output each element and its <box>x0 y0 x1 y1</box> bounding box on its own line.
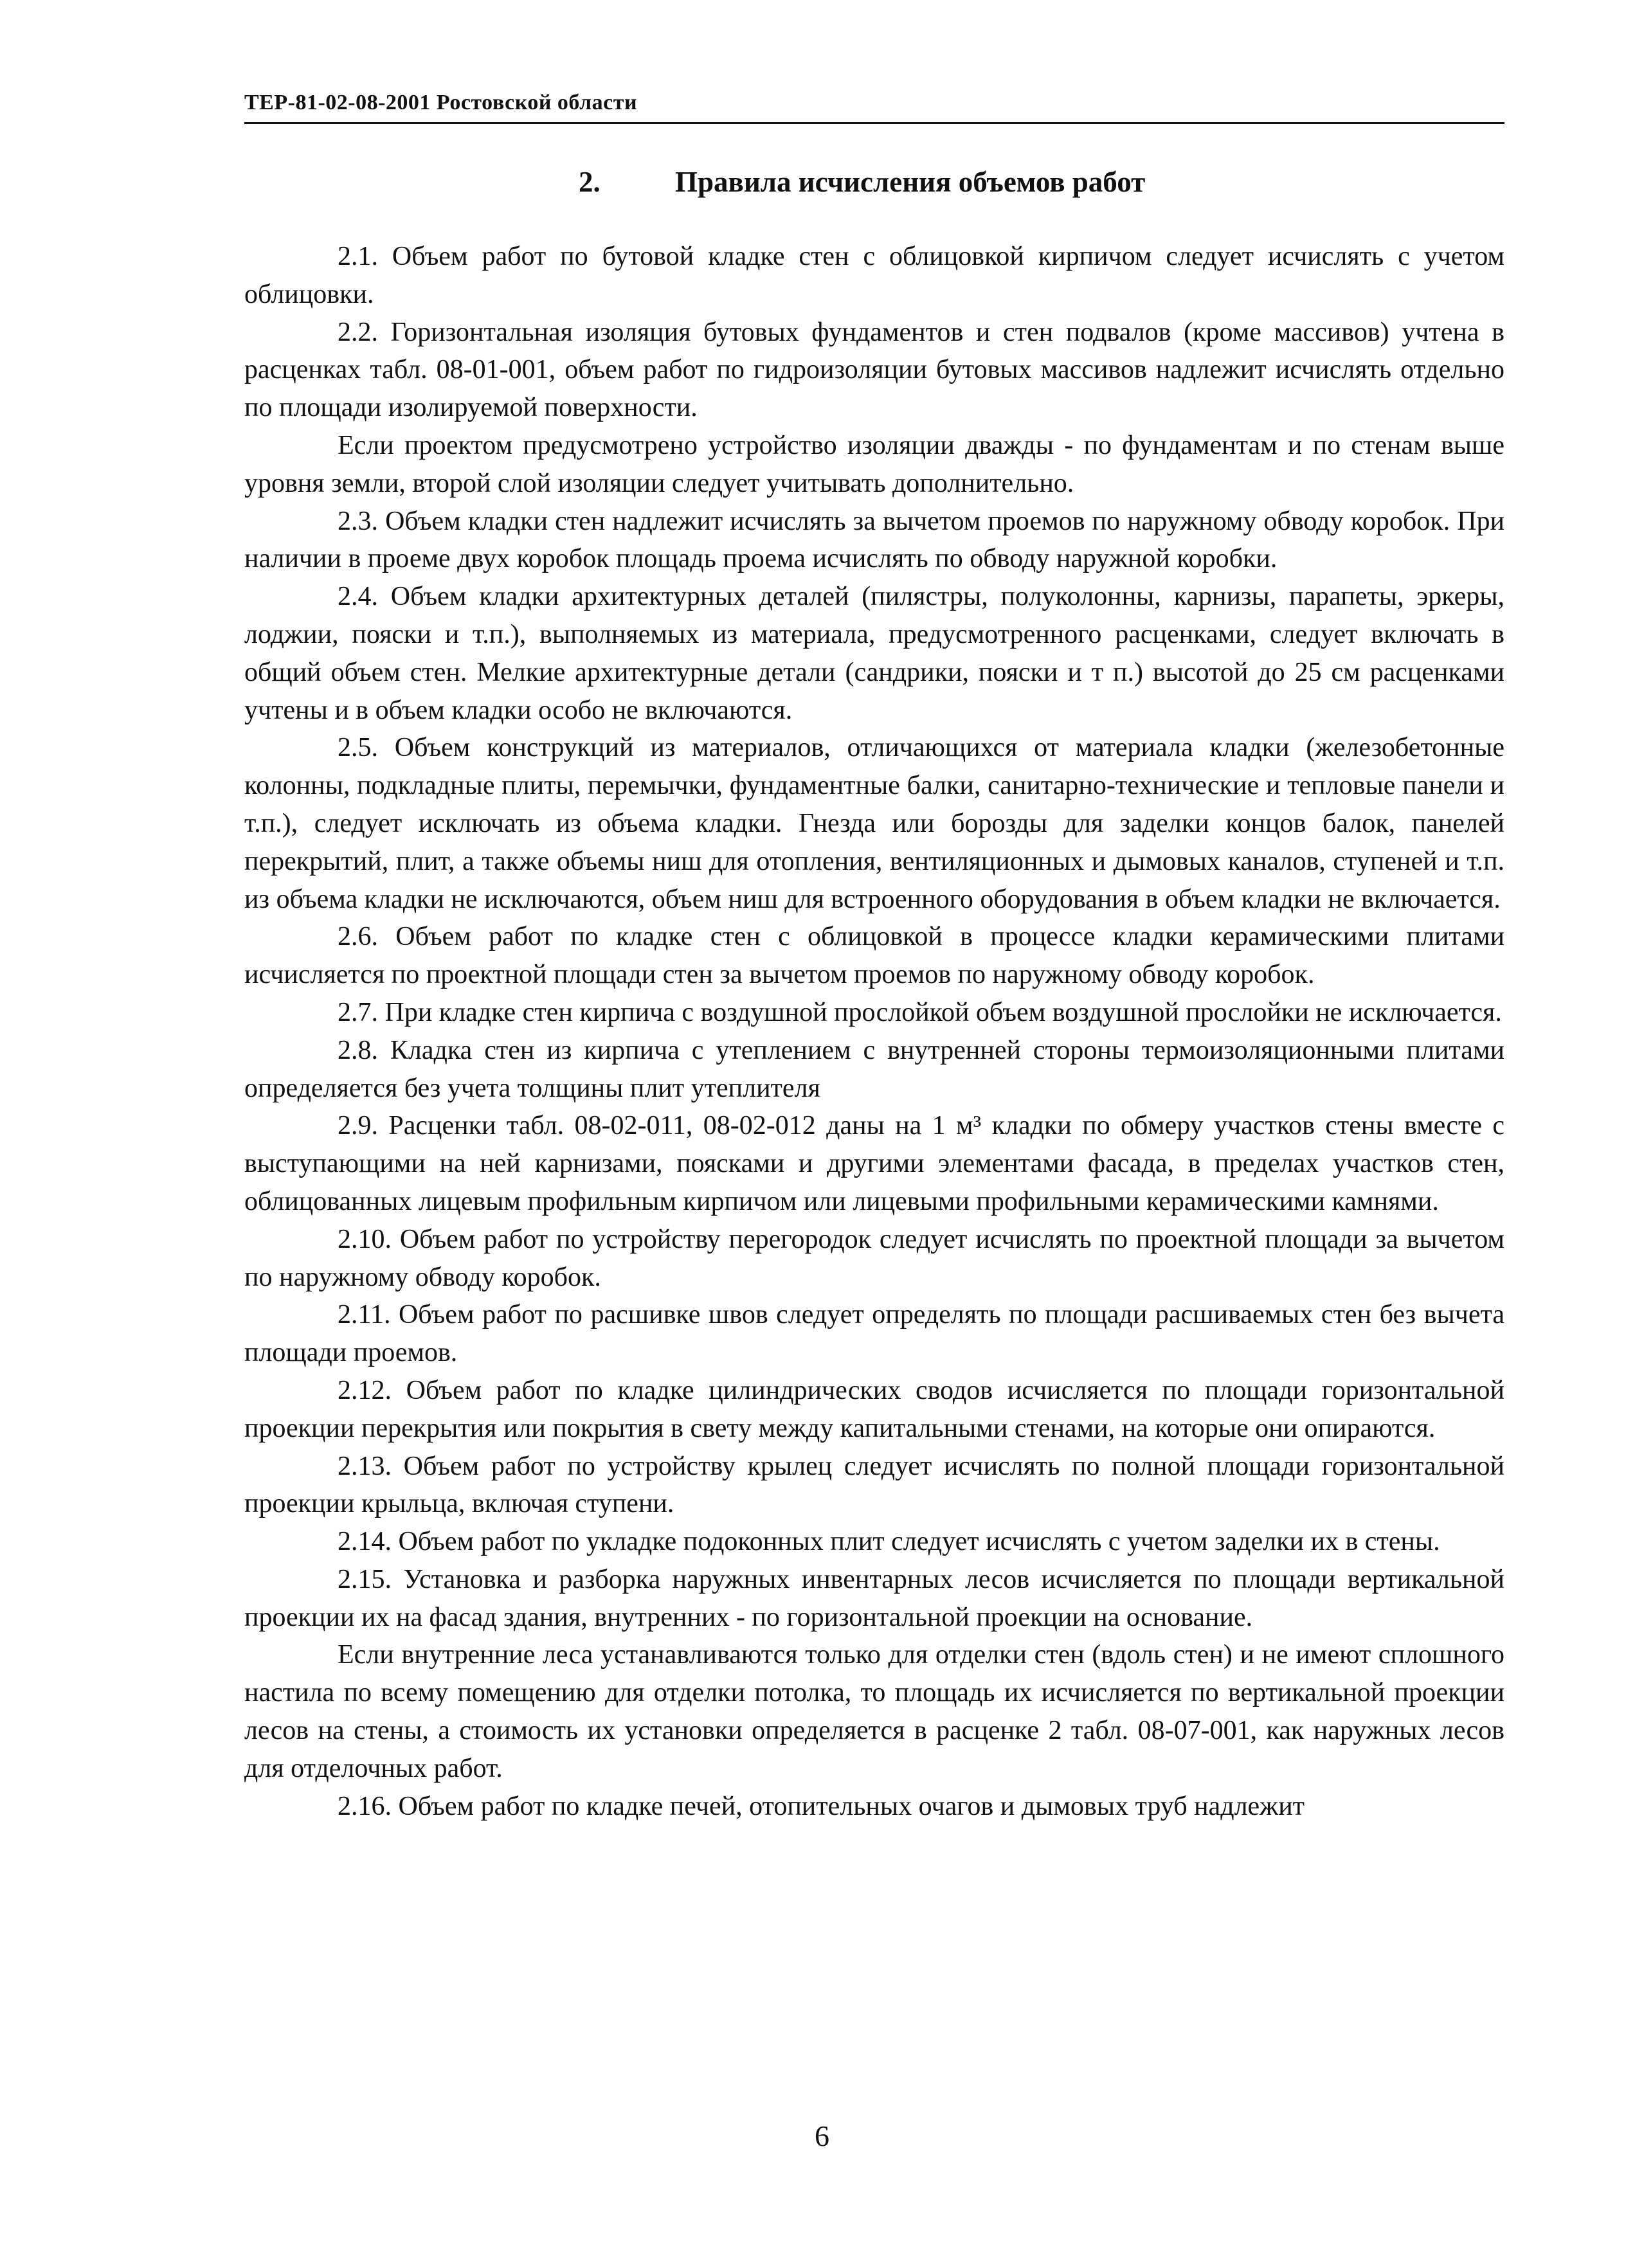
paragraph: 2.5. Объем конструкций из материалов, отличающихся от материала кладки (железобетонные колонны, подкладные плиты, перемычки, фундаментные балки, санитарно-технические и тепловые панели и т.п.), следует исключать из объема кладки. Гнезда или борозды для заделки концов балок, панелей перекрытий, плит, а также объемы ниш для отопления, вентиляционных и дымовых каналов, ступеней и т.п. из объема кладки не исключаются, объем ниш для встроенного оборудования в объем кладки не включается. <box>244 733 1504 914</box>
body-text <box>244 238 1504 1825</box>
paragraph: 2.3. Объем кладки стен надлежит исчислять за вычетом проемов по наружному обводу коробок. При наличии в проеме двух коробок площадь проема исчислять по обводу наружной коробки. <box>244 506 1504 574</box>
paragraph: 2.7. При кладке стен кирпича с воздушной прослойкой объем воздушной прослойки не исключается. <box>338 997 1502 1027</box>
paragraph: 2.10. Объем работ по устройству перегородок следует исчислять по проектной площади за вычетом по наружному обводу коробок. <box>244 1224 1504 1292</box>
running-header <box>244 90 1504 124</box>
paragraph: 2.9. Расценки табл. 08-02-011, 08-02-012 даны на 1 м³ кладки по обмеру участков стены вместе с выступающими на ней карнизами, поясками и другими элементами фасада, в пределах участков стен, облицованных лицевым профильным кирпичом или лицевыми профильными керамическими камнями. <box>244 1111 1504 1216</box>
paragraph: 2.1. Объем работ по бутовой кладке стен с облицовкой кирпичом следует исчислять с учетом облицовки. <box>244 242 1504 309</box>
paragraph: 2.8. Кладка стен из кирпича с утеплением с внутренней стороны термоизоляционными плитами определяется без учета толщины плит утеплителя <box>244 1035 1504 1103</box>
running-title: ТЕР-81-02-08-2001 Ростовской области <box>244 91 638 114</box>
paragraph: Если внутренние леса устанавливаются только для отделки стен (вдоль стен) и не имеют сплошного настила по всему помещению для отделки потолка, то площадь их исчисляется по вертикальной проекции лесов на стены, а стоимость их установки определяется в расценке 2 табл. 08-07-001, как наружных лесов для отделочных работ. <box>244 1640 1504 1783</box>
paragraph: 2.15. Установка и разборка наружных инвентарных лесов исчисляется по площади вертикальной проекции их на фасад здания, внутренних - по горизонтальной проекции на основание. <box>244 1564 1504 1632</box>
paragraph: 2.4. Объем кладки архитектурных деталей (пилястры, полуколонны, карнизы, парапеты, эркеры, лоджии, пояски и т.п.), выполняемых из материала, предусмотренного расценками, следует включать в общий объем стен. Мелкие архитектурные детали (сандрики, пояски и т п.) высотой до 25 см расценками учтены и в объем кладки особо не включаются. <box>244 582 1504 725</box>
page-number: 6 <box>815 2120 829 2152</box>
paragraph: 2.14. Объем работ по укладке подоконных плит следует исчислять с учетом заделки их в стены. <box>338 1527 1440 1557</box>
paragraph: 2.12. Объем работ по кладке цилиндрических сводов исчисляется по площади горизонтальной проекции перекрытия или покрытия в свету между капитальными стенами, на которые они опираются. <box>244 1375 1504 1443</box>
paragraph: 2.13. Объем работ по устройству крылец следует исчислять по полной площади горизонтальной проекции крыльца, включая ступени. <box>244 1451 1504 1519</box>
paragraph: Если проектом предусмотрено устройство изоляции дважды - по фундаментам и по стенам выше уровня земли, второй слой изоляции следует учитывать дополнительно. <box>244 430 1504 498</box>
section-number: 2. <box>579 166 601 198</box>
paragraph: 2.2. Горизонтальная изоляция бутовых фундаментов и стен подвалов (кроме массивов) учтена в расценках табл. 08-01-001, объем работ по гидроизоляции бутовых массивов надлежит исчислять отдельно по площади изолируемой поверхности. <box>244 317 1504 423</box>
paragraph: 2.16. Объем работ по кладке печей, отопительных очагов и дымовых труб надлежит <box>338 1791 1305 1821</box>
paragraph: 2.11. Объем работ по расшивке швов следует определять по площади расшиваемых стен без вычета площади проемов. <box>244 1300 1504 1368</box>
section-title: Правила исчисления объемов работ <box>675 166 1146 198</box>
paragraph: 2.6. Объем работ по кладке стен с облицовкой в процессе кладки керамическими плитами исчисляется по проектной площади стен за вычетом проемов по наружному обводу коробок. <box>244 922 1504 990</box>
